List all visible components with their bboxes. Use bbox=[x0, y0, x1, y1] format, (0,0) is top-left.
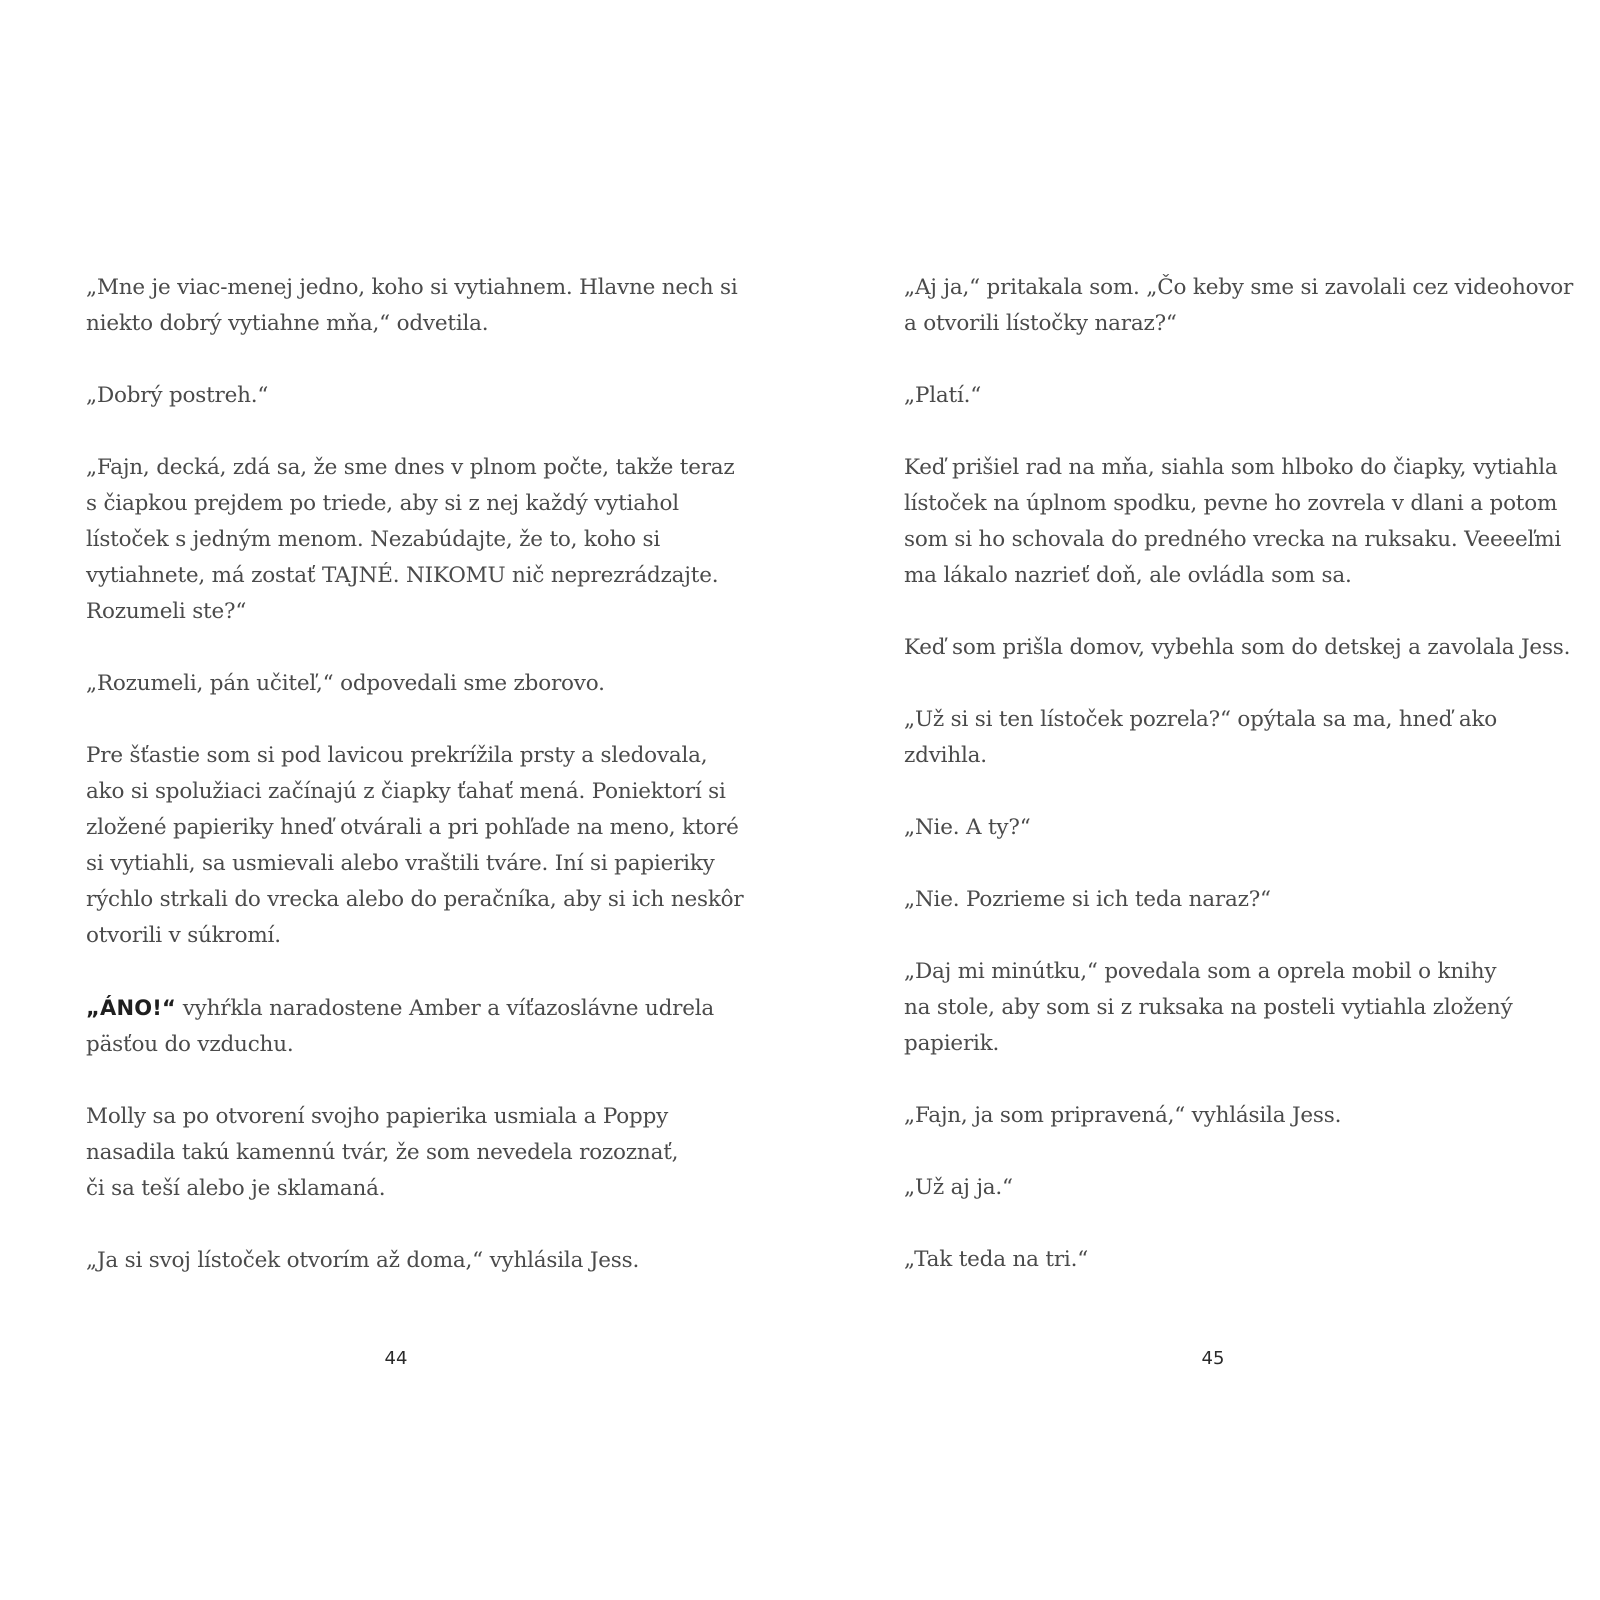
text-line: lístoček s jedným menom. Nezabúdajte, že to, koho si bbox=[86, 527, 661, 552]
text-line: Keď som prišla domov, vybehla som do detskej a zavolala Jess. bbox=[904, 635, 1571, 660]
paragraph bbox=[86, 270, 738, 342]
shout-line-1-rest: vyhŕkla naradostene Amber a víťazoslávne udrela bbox=[176, 996, 715, 1021]
text-line: si vytiahli, sa usmievali alebo vraštili tváre. Iní si papieriky bbox=[86, 851, 715, 876]
text-line: „Platí.“ bbox=[904, 383, 982, 408]
text-line: nasadila takú kamennú tvár, že som nevedela rozoznať, bbox=[86, 1140, 679, 1165]
text-line: „Ja si svoj lístoček otvorím až doma,“ vyhlásila Jess. bbox=[86, 1248, 640, 1273]
paragraph bbox=[904, 378, 1529, 414]
paragraph bbox=[904, 882, 1529, 918]
left-page bbox=[86, 270, 744, 1315]
text-line: zložené papieriky hneď otvárali a pri pohľade na meno, ktoré bbox=[86, 815, 739, 840]
text-line: „Mne je viac-menej jedno, koho si vytiahnem. Hlavne nech si bbox=[86, 275, 738, 300]
right-page bbox=[904, 270, 1574, 1314]
text-line: vytiahnete, má zostať TAJNÉ. NIKOMU nič neprezrádzajte. bbox=[86, 563, 719, 588]
text-line: či sa teší alebo je sklamaná. bbox=[86, 1176, 386, 1201]
paragraph bbox=[86, 1099, 711, 1207]
shout-text: „ÁNO!“ bbox=[86, 996, 177, 1020]
left-page-text-after bbox=[86, 1099, 711, 1279]
right-page-text bbox=[904, 270, 1574, 1278]
paragraph bbox=[904, 450, 1562, 594]
paragraph bbox=[86, 738, 744, 954]
text-line: otvorili v súkromí. bbox=[86, 923, 281, 948]
text-line: „Nie. A ty?“ bbox=[904, 815, 1031, 840]
paragraph bbox=[86, 450, 735, 630]
shout-line-1 bbox=[86, 990, 715, 1027]
text-line: a otvorili lístočky naraz?“ bbox=[904, 311, 1177, 336]
text-line: „Už si si ten lístoček pozrela?“ opýtala sa ma, hneď ako bbox=[904, 707, 1498, 732]
text-line: Molly sa po otvorení svojho papierika usmiala a Poppy bbox=[86, 1104, 669, 1129]
paragraph bbox=[86, 666, 711, 702]
text-line: na stole, aby som si z ruksaka na posteli vytiahla zložený bbox=[904, 995, 1513, 1020]
text-line: „Nie. Pozrieme si ich teda naraz?“ bbox=[904, 887, 1271, 912]
paragraph bbox=[904, 954, 1529, 1062]
shout-paragraph bbox=[86, 990, 715, 1063]
paragraph bbox=[86, 378, 711, 414]
text-line: s čiapkou prejdem po triede, aby si z nej každý vytiahol bbox=[86, 491, 679, 516]
paragraph bbox=[904, 630, 1571, 666]
text-line: papierik. bbox=[904, 1031, 1000, 1056]
paragraph bbox=[904, 270, 1574, 342]
text-line: rýchlo strkali do vrecka alebo do peračníka, aby si ich neskôr bbox=[86, 887, 744, 912]
paragraph bbox=[904, 1242, 1529, 1278]
text-line: „Fajn, ja som pripravená,“ vyhlásila Jess. bbox=[904, 1103, 1342, 1128]
paragraph bbox=[904, 702, 1529, 774]
text-line: ma lákalo nazrieť doň, ale ovládla som sa. bbox=[904, 563, 1352, 588]
paragraph bbox=[904, 1098, 1529, 1134]
left-page-text bbox=[86, 270, 744, 954]
text-line: „Daj mi minútku,“ povedala som a oprela mobil o knihy bbox=[904, 959, 1497, 984]
text-line: „Fajn, decká, zdá sa, že sme dnes v plnom počte, takže teraz bbox=[86, 455, 735, 480]
text-line: Rozumeli ste?“ bbox=[86, 599, 247, 624]
text-line: zdvihla. bbox=[904, 743, 987, 768]
text-line: som si ho schovala do predného vrecka na ruksaku. Veeeeľmi bbox=[904, 527, 1562, 552]
text-line: Keď prišiel rad na mňa, siahla som hlboko do čiapky, vytiahla bbox=[904, 455, 1558, 480]
shout-line-2: päsťou do vzduchu. bbox=[86, 1032, 294, 1057]
text-line: „Už aj ja.“ bbox=[904, 1175, 1013, 1200]
text-line: Pre šťastie som si pod lavicou prekrížila prsty a sledovala, bbox=[86, 743, 708, 768]
text-line: lístoček na úplnom spodku, pevne ho zovrela v dlani a potom bbox=[904, 491, 1558, 516]
text-line: „Aj ja,“ pritakala som. „Čo keby sme si zavolali cez videohovor bbox=[904, 275, 1574, 300]
text-line: „Tak teda na tri.“ bbox=[904, 1247, 1089, 1272]
text-line: ako si spolužiaci začínajú z čiapky ťahať mená. Poniektorí si bbox=[86, 779, 726, 804]
text-line: „Rozumeli, pán učiteľ,“ odpovedali sme zborovo. bbox=[86, 671, 605, 696]
paragraph bbox=[86, 1243, 711, 1279]
paragraph bbox=[904, 1170, 1529, 1206]
paragraph bbox=[904, 810, 1529, 846]
page-number-left: 44 bbox=[384, 1348, 408, 1369]
text-line: niekto dobrý vytiahne mňa,“ odvetila. bbox=[86, 311, 489, 336]
text-line: „Dobrý postreh.“ bbox=[86, 383, 269, 408]
page-number-right: 45 bbox=[1201, 1348, 1225, 1369]
